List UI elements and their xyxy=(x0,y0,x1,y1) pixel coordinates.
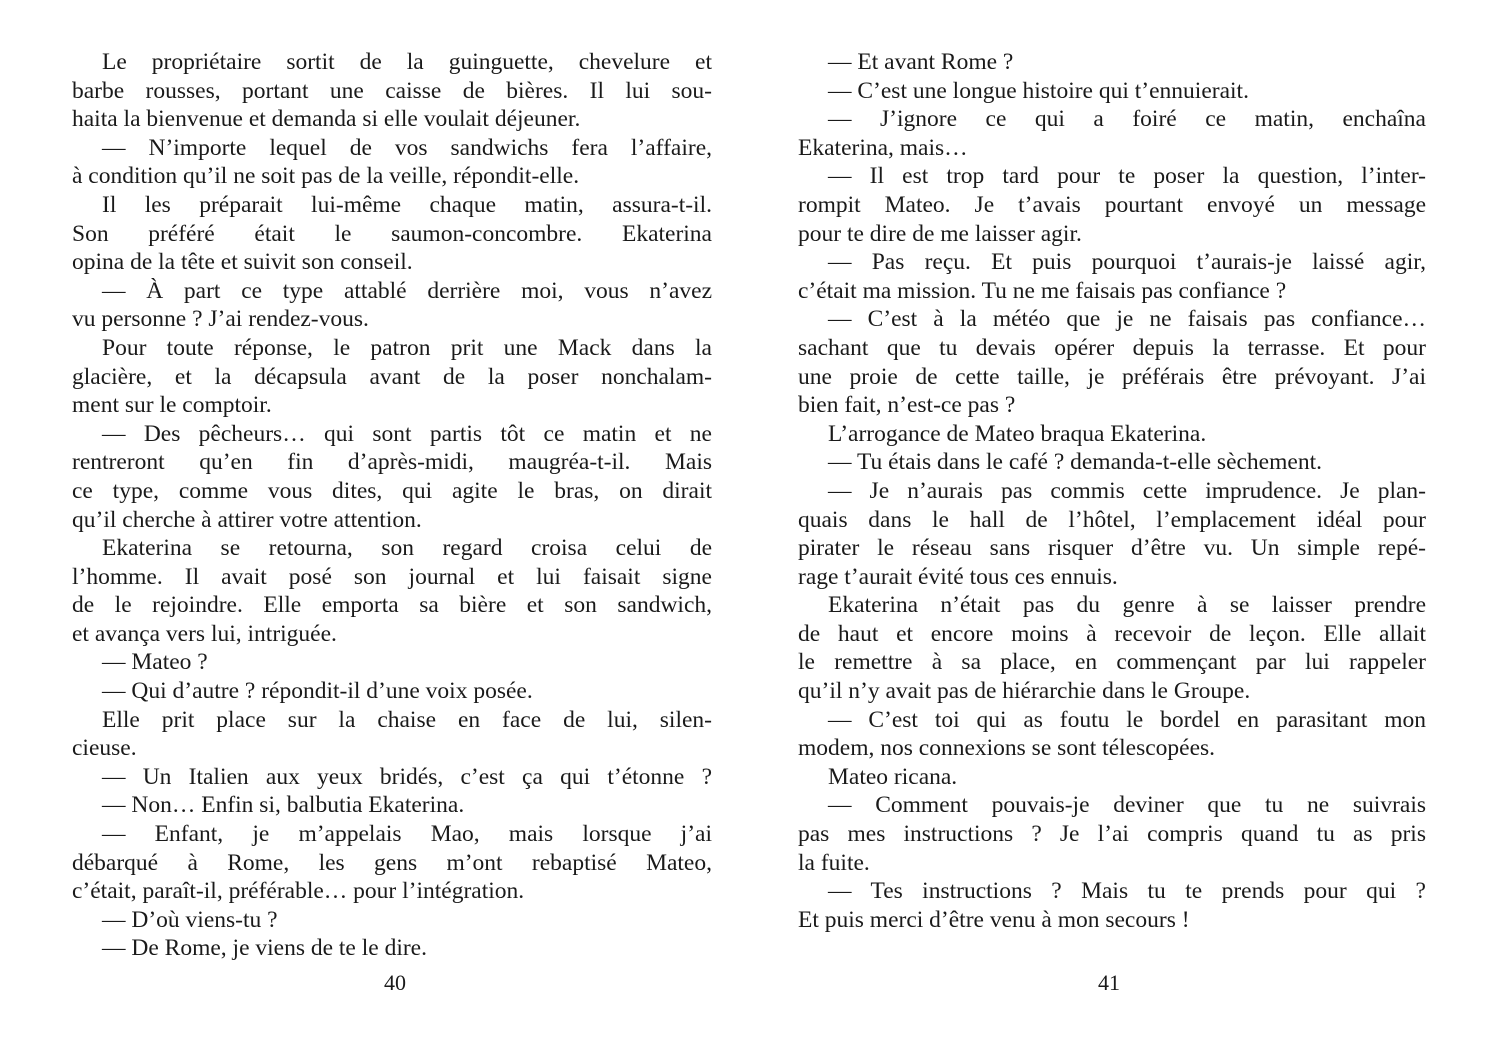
text-line: quais dans le hall de l’hôtel, l’emplacement idéal pour xyxy=(798,506,1426,533)
text-line: — C’est toi qui as foutu le bordel en parasitant mon xyxy=(828,706,1426,733)
text-line: L’arrogance de Mateo braqua Ekaterina. xyxy=(828,420,1207,447)
text-line: — Tu étais dans le café ? demanda-t-elle sèchement. xyxy=(828,449,1322,476)
right-page xyxy=(798,48,1426,934)
text-line: pour te dire de me laisser agir. xyxy=(798,220,1082,247)
text-line: une proie de cette taille, je préférais être prévoyant. J’ai xyxy=(798,363,1426,390)
text-line: — Un Italien aux yeux bridés, c’est ça qui t’étonne ? xyxy=(102,763,712,790)
text-line: — Mateo ? xyxy=(102,649,208,676)
text-line: Son préféré était le saumon-concombre. Ekaterina xyxy=(72,220,712,247)
text-line: vu personne ? J’ai rendez-vous. xyxy=(72,306,369,333)
text-line: c’était ma mission. Tu ne me faisais pas confiance ? xyxy=(798,277,1287,304)
text-line: qu’il n’y avait pas de hiérarchie dans le Groupe. xyxy=(798,678,1251,705)
text-line: haita la bienvenue et demanda si elle voulait déjeuner. xyxy=(72,106,581,133)
text-line: — Des pêcheurs… qui sont partis tôt ce matin et ne xyxy=(102,420,712,447)
text-line: — Enfant, je m’appelais Mao, mais lorsque j’ai xyxy=(102,821,712,848)
text-line: — Il est trop tard pour te poser la question, l’inter- xyxy=(828,163,1426,190)
text-line: rompit Mateo. Je t’avais pourtant envoyé un message xyxy=(798,191,1426,218)
text-line: — C’est une longue histoire qui t’ennuierait. xyxy=(828,77,1249,104)
text-line: Ekaterina se retourna, son regard croisa celui de xyxy=(102,535,712,562)
text-line: — J’ignore ce qui a foiré ce matin, enchaîna xyxy=(828,106,1426,133)
text-line: de haut et encore moins à recevoir de leçon. Elle allait xyxy=(798,620,1426,647)
text-line: — N’importe lequel de vos sandwichs fera l’affaire, xyxy=(102,134,712,161)
text-line: — D’où viens-tu ? xyxy=(102,906,278,933)
text-line: — C’est à la météo que je ne faisais pas confiance… xyxy=(828,306,1426,333)
text-line: — De Rome, je viens de te le dire. xyxy=(102,935,427,962)
text-line: qu’il cherche à attirer votre attention. xyxy=(72,506,422,533)
text-line: glacière, et la décapsula avant de la poser nonchalam- xyxy=(72,363,712,390)
text-line: Ekaterina n’était pas du genre à se laisser prendre xyxy=(828,592,1426,619)
page-number-left: 40 xyxy=(384,970,406,995)
text-line: la fuite. xyxy=(798,849,870,876)
text-line: — Qui d’autre ? répondit-il d’une voix posée. xyxy=(102,678,533,705)
text-line: barbe rousses, portant une caisse de bières. Il lui sou- xyxy=(72,77,712,104)
text-line: pas mes instructions ? Je l’ai compris quand tu as pris xyxy=(798,821,1426,848)
text-line: — Et avant Rome ? xyxy=(828,49,1014,75)
text-line: rentreront qu’en fin d’après-midi, maugréa-t-il. Mais xyxy=(72,449,712,476)
text-line: — Tes instructions ? Mais tu te prends pour qui ? xyxy=(828,878,1426,905)
text-line: et avança vers lui, intriguée. xyxy=(72,620,337,647)
text-line: cieuse. xyxy=(72,735,137,762)
text-line: modem, nos connexions se sont télescopées. xyxy=(798,735,1216,762)
text-line: Et puis merci d’être venu à mon secours ! xyxy=(798,906,1190,933)
text-line: rage t’aurait évité tous ces ennuis. xyxy=(798,563,1118,590)
page-number-right: 41 xyxy=(1098,970,1120,995)
text-line: Elle prit place sur la chaise en face de lui, silen- xyxy=(102,706,712,733)
text-line: — Comment pouvais-je deviner que tu ne suivrais xyxy=(828,792,1426,819)
text-line: Pour toute réponse, le patron prit une Mack dans la xyxy=(102,334,712,361)
text-line: le remettre à sa place, en commençant par lui rappeler xyxy=(798,649,1426,676)
text-line: Mateo ricana. xyxy=(828,763,958,790)
text-line: pirater le réseau sans risquer d’être vu. Un simple repé- xyxy=(798,535,1426,562)
text-line: ce type, comme vous dites, qui agite le bras, on dirait xyxy=(72,477,712,504)
text-line: — Non… Enfin si, balbutia Ekaterina. xyxy=(102,792,465,819)
text-line: Il les préparait lui-même chaque matin, assura-t-il. xyxy=(102,191,712,218)
text-line: Ekaterina, mais… xyxy=(798,134,968,161)
text-line: sachant que tu devais opérer depuis la terrasse. Et pour xyxy=(798,334,1426,361)
text-line: bien fait, n’est-ce pas ? xyxy=(798,392,1016,419)
left-page xyxy=(72,48,712,963)
text-line: à condition qu’il ne soit pas de la veille, répondit-elle. xyxy=(72,163,580,190)
text-line: — Je n’aurais pas commis cette imprudence. Je plan- xyxy=(828,477,1426,504)
text-line: ment sur le comptoir. xyxy=(72,392,272,419)
text-line: — À part ce type attablé derrière moi, vous n’avez xyxy=(102,277,712,304)
text-line: — Pas reçu. Et puis pourquoi t’aurais-je laissé agir, xyxy=(828,249,1426,276)
text-line: Le propriétaire sortit de la guinguette, chevelure et xyxy=(102,49,712,75)
text-line: opina de la tête et suivit son conseil. xyxy=(72,249,413,276)
text-line: c’était, paraît-il, préférable… pour l’intégration. xyxy=(72,878,525,905)
text-line: de le rejoindre. Elle emporta sa bière et son sandwich, xyxy=(72,592,712,619)
text-line: l’homme. Il avait posé son journal et lui faisait signe xyxy=(72,563,712,590)
text-line: débarqué à Rome, les gens m’ont rebaptisé Mateo, xyxy=(72,849,712,876)
